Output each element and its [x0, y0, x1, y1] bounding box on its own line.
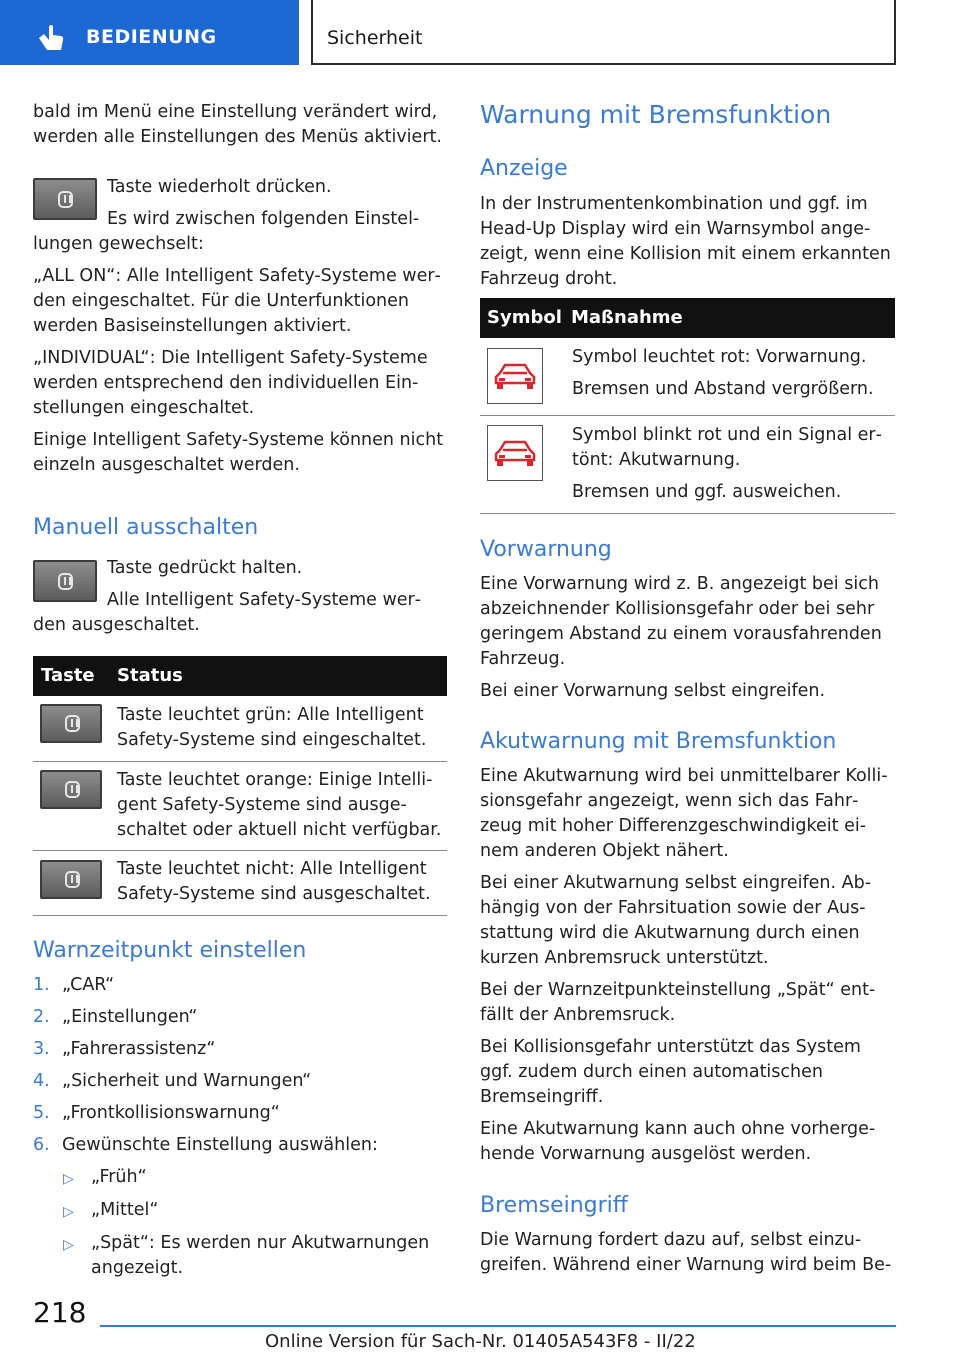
acute-act-line-2: hängig von der Fahrsituation sowie der Aus‐: [480, 898, 866, 918]
safety-button-icon: [58, 191, 73, 208]
option-text: „Früh“: [91, 1167, 147, 1187]
individual-line-2: werden entsprechend den individuellen Ein‐: [33, 373, 419, 393]
symbol-row-1-line-2: Bremsen und Abstand vergrößern.: [572, 379, 874, 399]
button-off-image: [40, 860, 102, 899]
acute-line-2: sionsgefahr angezeigt, wenn sich das Fahr‐: [480, 791, 859, 811]
step-number: 6.: [33, 1135, 50, 1155]
option-text: „Spät“: Es werden nur Akutwarnungen: [91, 1233, 430, 1253]
collision-line-2: ggf. zudem durch einen automatischen: [480, 1062, 823, 1082]
prewarn-line-2: abzeichnender Kollisionsgefahr oder bei sehr: [480, 599, 875, 619]
hand-pointer-icon: [36, 24, 66, 52]
step-text: „Einstellungen“: [62, 1007, 198, 1027]
section-title: Sicherheit: [327, 27, 423, 49]
prewarn-heading: Vorwarnung: [480, 537, 612, 562]
car-warning-icon: [492, 361, 538, 393]
display-heading: Anzeige: [480, 156, 568, 181]
all-off-text-2: den ausgeschaltet.: [33, 615, 200, 635]
acute-line-1: Eine Akutwarnung wird bei unmittelbarer Kolli‐: [480, 766, 888, 786]
table-divider: [480, 415, 895, 416]
status-row-3-line-1: Taste leuchtet nicht: Alle Intelligent: [117, 859, 427, 879]
main-heading: Warnung mit Bremsfunktion: [480, 100, 832, 129]
step-text: „Fahrerassistenz“: [62, 1039, 216, 1059]
step-text: Gewünschte Einstellung auswählen:: [62, 1135, 378, 1155]
status-row-1-line-2: Safety-Systeme sind eingeschaltet.: [117, 730, 427, 750]
step-text: „CAR“: [62, 975, 115, 995]
hold-button-text: Taste gedrückt halten.: [107, 558, 303, 578]
safety-button-icon: [65, 781, 80, 798]
button-orange-image: [40, 770, 102, 809]
prewarn-line-4: Fahrzeug.: [480, 649, 566, 669]
symbol-row-2-line-1: Symbol blinkt rot und ein Signal er‐: [572, 425, 882, 445]
prewarn-act: Bei einer Vorwarnung selbst eingreifen.: [480, 681, 826, 701]
triangle-bullet-icon: ▷: [63, 1204, 74, 1220]
all-on-line-1: „ALL ON“: Alle Intelligent Safety-Systeme wer‐: [33, 266, 441, 286]
prewarn-line-1: Eine Vorwarnung wird z. B. angezeigt bei sich: [480, 574, 879, 594]
footer-online-version: Online Version für Sach-Nr. 01405A543F8 - II/22: [265, 1331, 696, 1352]
intro-line-2: werden alle Einstellungen des Menüs aktiviert.: [33, 127, 442, 147]
car-warning-symbol: [487, 348, 543, 404]
prewarn-line-3: geringem Abstand zu einem vorausfahrenden: [480, 624, 882, 644]
all-on-line-3: werden Basiseinstellungen aktiviert.: [33, 316, 352, 336]
switch-text-2: lungen gewechselt:: [33, 234, 204, 254]
table-bottom-rule: [33, 915, 447, 916]
late-line-2: fällt der Anbremsruck.: [480, 1005, 676, 1025]
safety-button-icon: [58, 573, 73, 590]
step-text: „Frontkollisionswarnung“: [62, 1103, 280, 1123]
safety-button-image: [33, 178, 97, 220]
symbol-row-2-line-2: Bremsen und ggf. ausweichen.: [572, 482, 842, 502]
brake-line-2: greifen. Während einer Warnung wird beim Be‐: [480, 1255, 892, 1275]
acute-line-3: zeug mit hoher Differenzgeschwindigkeit ei‐: [480, 816, 867, 836]
manual-off-heading: Manuell ausschalten: [33, 515, 259, 540]
col-taste: Taste: [41, 665, 95, 686]
step-number: 4.: [33, 1071, 50, 1091]
brake-heading: Bremseingriff: [480, 1193, 628, 1218]
acute-act-line-4: kurzen Anbremsruck unterstützt.: [480, 948, 769, 968]
display-line-3: zeigt, wenn eine Kollision mit einem erkannten: [480, 244, 891, 264]
symbol-row-2-line-1b: tönt: Akutwarnung.: [572, 450, 741, 470]
switch-text-1: Es wird zwischen folgenden Einstel‐: [107, 209, 420, 229]
symbol-table-header: [480, 298, 895, 338]
table-divider: [33, 850, 447, 851]
display-line-4: Fahrzeug droht.: [480, 269, 618, 289]
display-line-1: In der Instrumentenkombination und ggf. im: [480, 194, 868, 214]
status-row-2-line-1: Taste leuchtet orange: Einige Intelli‐: [117, 770, 433, 790]
table-divider: [33, 761, 447, 762]
table-bottom-rule: [480, 513, 895, 514]
safety-button-icon: [65, 715, 80, 732]
status-row-2-line-3: schaltet oder aktuell nicht verfügbar.: [117, 820, 442, 840]
individual-line-3: stellungen eingeschaltet.: [33, 398, 255, 418]
section-header: [311, 0, 896, 65]
display-line-2: Head-Up Display wird ein Warnsymbol ange‐: [480, 219, 871, 239]
col-status: Status: [117, 665, 183, 686]
button-green-image: [40, 704, 102, 743]
intro-line-1: bald im Menü eine Einstellung verändert wird,: [33, 102, 438, 122]
option-text: „Mittel“: [91, 1200, 159, 1220]
late-line-1: Bei der Warnzeitpunkteinstellung „Spät“ ent‐: [480, 980, 876, 1000]
some-systems-line-2: einzeln ausgeschaltet werden.: [33, 455, 300, 475]
chapter-title: BEDIENUNG: [86, 26, 217, 48]
step-number: 2.: [33, 1007, 50, 1027]
all-off-text-1: Alle Intelligent Safety-Systeme wer‐: [107, 590, 422, 610]
acute-act-line-3: stattung wird die Akutwarnung durch einen: [480, 923, 860, 943]
chapter-tab[interactable]: [0, 0, 299, 65]
acute-line-4: nem anderen Objekt nähert.: [480, 841, 729, 861]
warn-time-heading: Warnzeitpunkt einstellen: [33, 938, 307, 963]
status-row-3-line-2: Safety-Systeme sind ausgeschaltet.: [117, 884, 431, 904]
individual-line-1: „INDIVIDUAL“: Die Intelligent Safety-Systeme: [33, 348, 428, 368]
symbol-row-1-line-1: Symbol leuchtet rot: Vorwarnung.: [572, 347, 867, 367]
step-number: 3.: [33, 1039, 50, 1059]
status-row-1-line-1: Taste leuchtet grün: Alle Intelligent: [117, 705, 424, 725]
collision-line-3: Bremseingriff.: [480, 1087, 604, 1107]
collision-line-1: Bei Kollisionsgefahr unterstützt das System: [480, 1037, 861, 1057]
brake-line-1: Die Warnung fordert dazu auf, selbst einzu‐: [480, 1230, 862, 1250]
col-measure: Maßnahme: [571, 307, 683, 328]
option-text-cont: angezeigt.: [91, 1258, 184, 1278]
car-warning-icon: [492, 438, 538, 470]
safety-button-icon: [65, 871, 80, 888]
footer-rule: [100, 1325, 896, 1327]
triangle-bullet-icon: ▷: [63, 1171, 74, 1187]
car-warning-symbol: [487, 425, 543, 481]
step-text: „Sicherheit und Warnungen“: [62, 1071, 312, 1091]
page-number: 218: [33, 1296, 87, 1329]
safety-button-image: [33, 560, 97, 602]
without-line-1: Eine Akutwarnung kann auch ohne vorherge‐: [480, 1119, 876, 1139]
some-systems-line-1: Einige Intelligent Safety-Systeme können nicht: [33, 430, 444, 450]
acute-heading: Akutwarnung mit Bremsfunktion: [480, 729, 837, 754]
col-symbol: Symbol: [487, 307, 562, 328]
status-table-header: [33, 656, 447, 696]
all-on-line-2: den eingeschaltet. Für die Unterfunktionen: [33, 291, 409, 311]
without-line-2: hende Vorwarnung ausgelöst werden.: [480, 1144, 812, 1164]
status-row-2-line-2: gent Safety-Systeme sind ausge‐: [117, 795, 407, 815]
step-number: 1.: [33, 975, 50, 995]
acute-act-line-1: Bei einer Akutwarnung selbst eingreifen. Ab‐: [480, 873, 872, 893]
triangle-bullet-icon: ▷: [63, 1237, 74, 1253]
press-repeat-text: Taste wiederholt drücken.: [107, 177, 332, 197]
step-number: 5.: [33, 1103, 50, 1123]
